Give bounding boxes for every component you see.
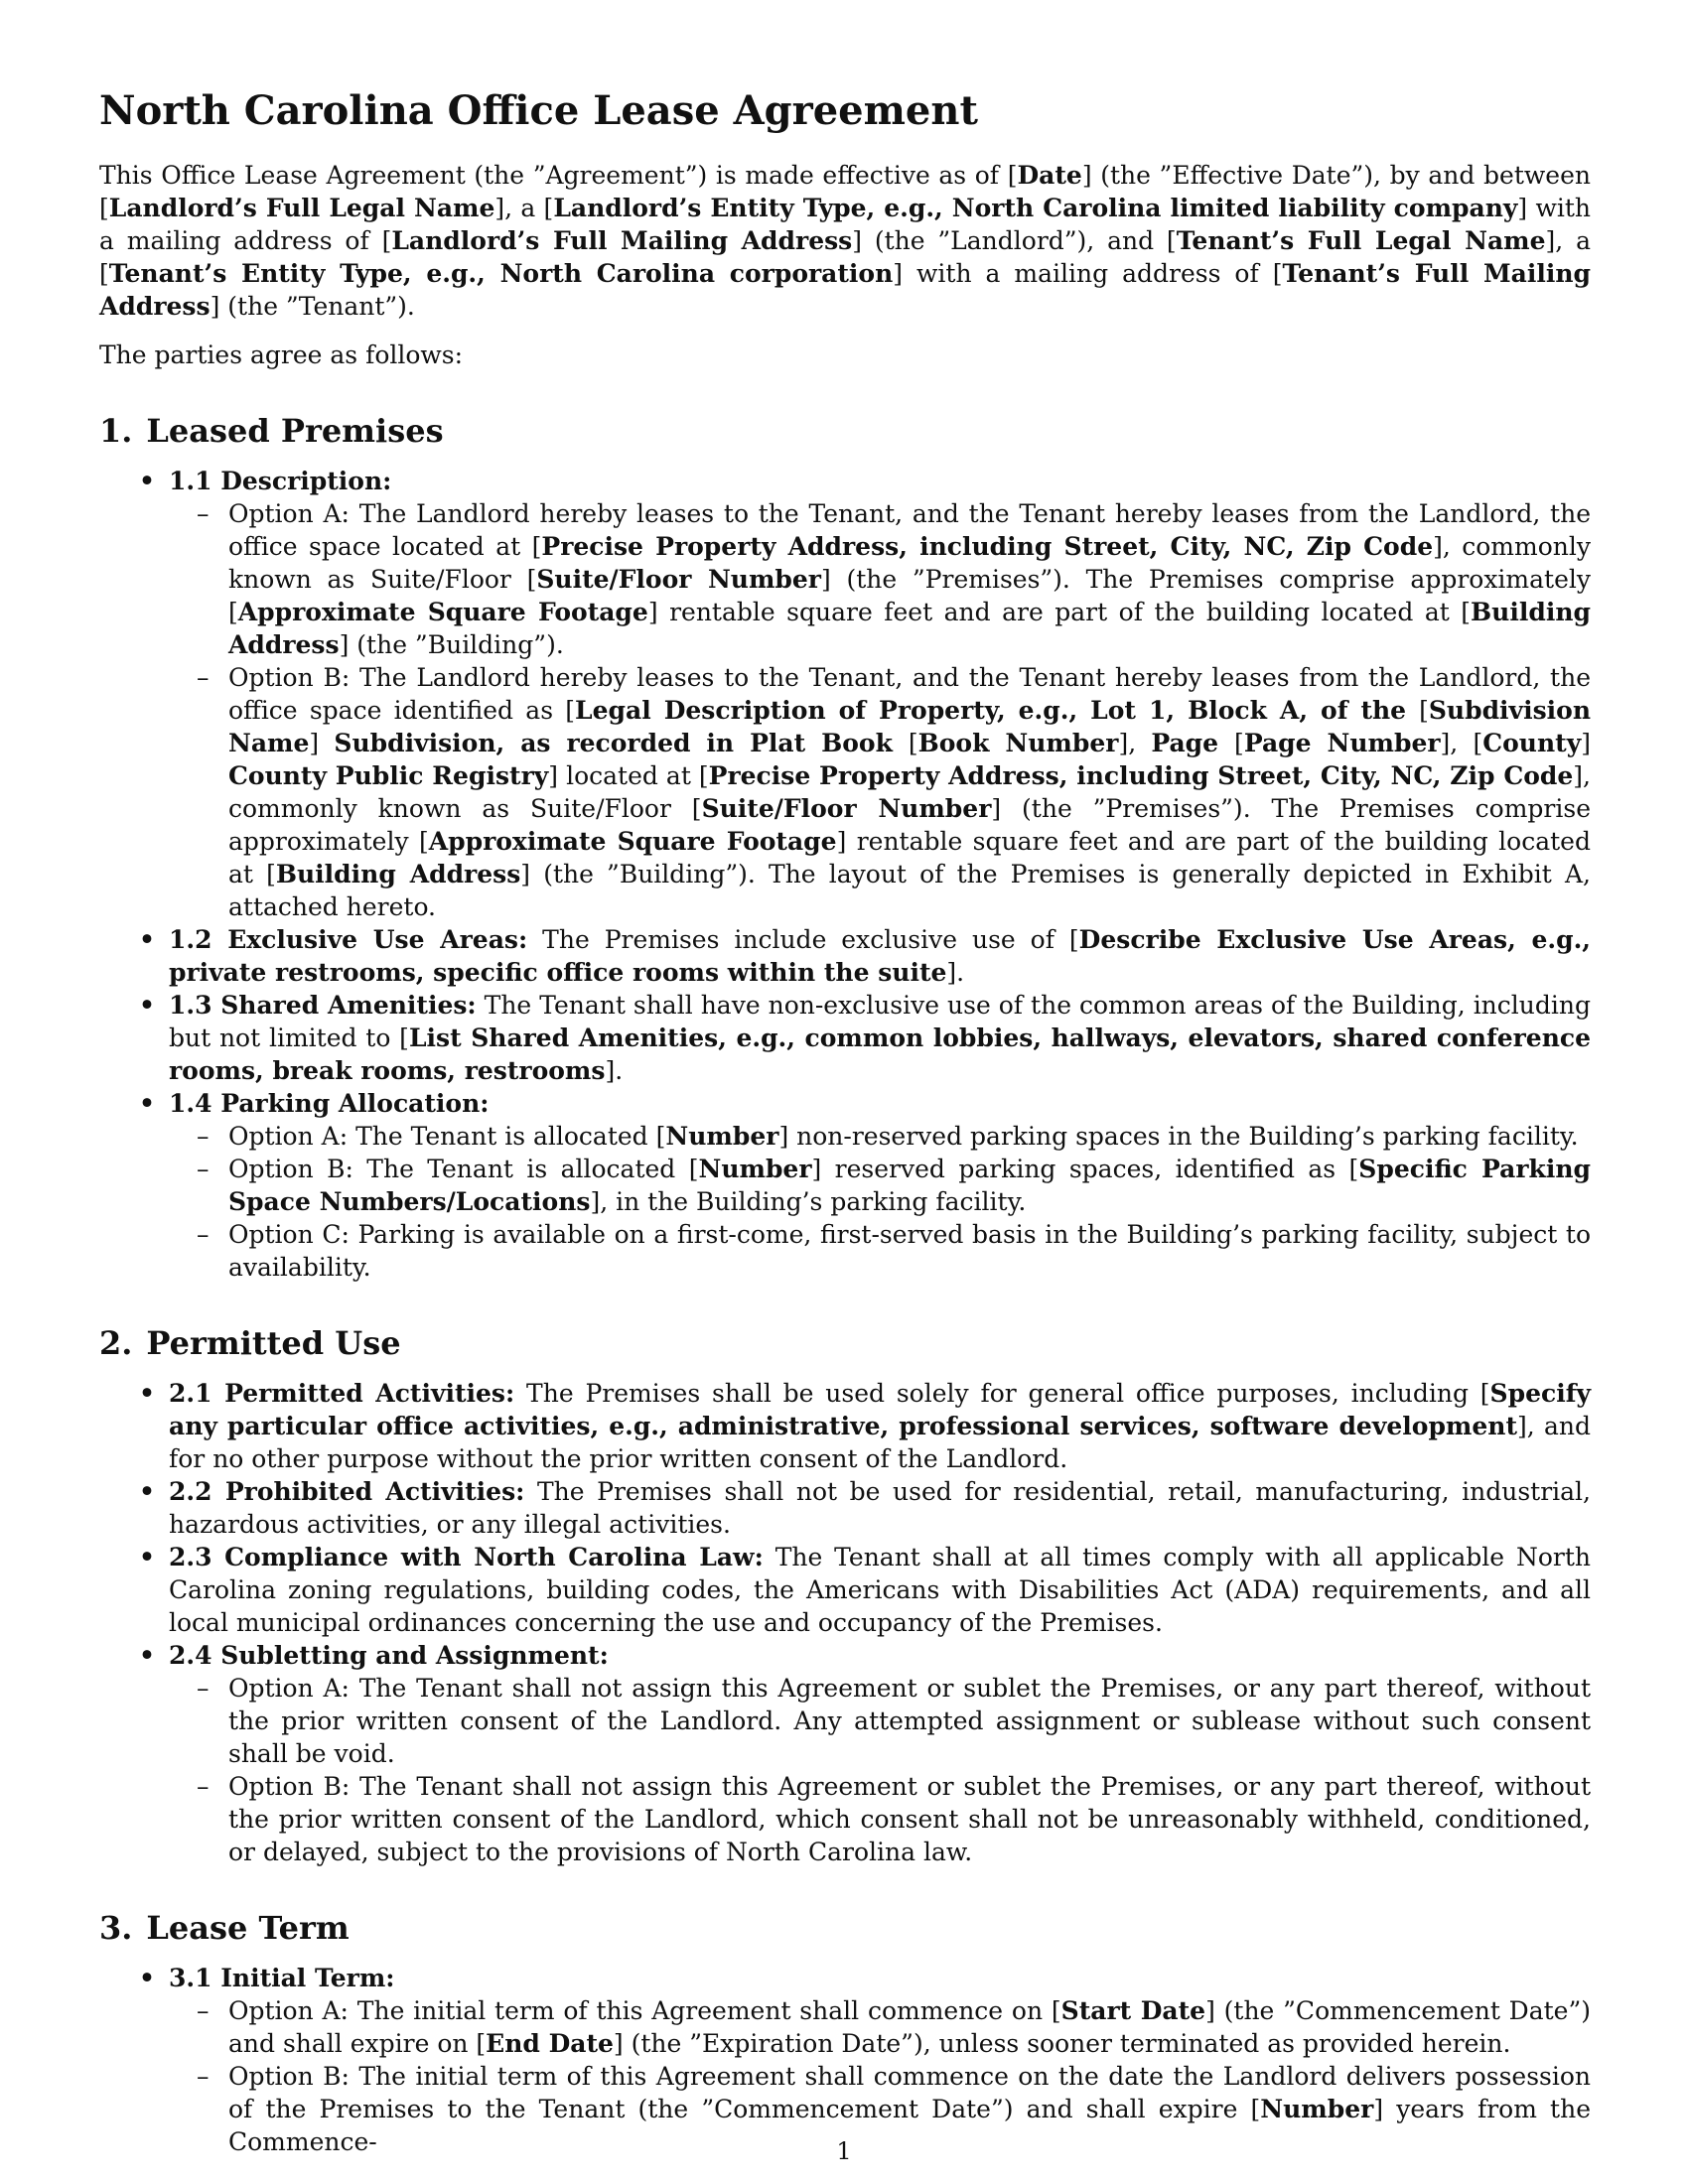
option-a: – Option A: The initial term of this Agreement shall commence on [Start Date] (the ”Commencement Date”) and shall expire on [End Date] (the ”Expiration Date”), unless sooner terminated as provided herein. (169, 1994, 1591, 2060)
clause-1-4 (99, 1087, 1591, 1284)
option-b: – Option B: The initial term of this Agreement shall commence on the date the Landlord delivers possession of the Premises to the Tenant (the ”Commencement Date”) and shall expire [Number] years from the Commence- (169, 2060, 1591, 2158)
intro-paragraph: This Office Lease Agreement (the ”Agreement”) is made effective as of [Date] (the ”Effective Date”), by and between [Landlord’s Full Legal Name], a [Landlord’s Entity Type, e.g., North Carolina limited liability company] with a mailing address of [Landlord’s Full Mailing Address] (the ”Landlord”), and [Tenant’s Full Legal Name], a [Tenant’s Entity Type, e.g., North Carolina corporation] with a mailing address of [Tenant’s Full Mailing Address] (the ”Tenant”). (99, 161, 1591, 321)
section-heading-lease-term: 3. Lease Term (99, 1909, 350, 1947)
option-b: – Option B: The Landlord hereby leases to the Tenant, and the Tenant hereby leases from the Landlord, the office space identified as [Legal Description of Property, e.g., Lot 1, Block A, of the [Subdivision Name] Subdivision, as recorded in Plat Book [Book Number], Page [Page Number], [County] County Public Registry] located at [Precise Property Address, including Street, City, NC, Zip Code], commonly known as Suite/Floor [Suite/Floor Number] (the ”Premises”). The Premises comprise approximately [Approximate Square Footage] rentable square feet and are part of the building located at [Building Address] (the ”Building”). The layout of the Premises is generally depicted in Exhibit A, attached hereto. (169, 661, 1591, 923)
clause-label: 1.3 Shared Amenities: (169, 991, 477, 1020)
option-b: – Option B: The Tenant shall not assign this Agreement or sublet the Premises, or any part thereof, without the prior written consent of the Landlord, which consent shall not be unreasonably withheld, conditioned, or delayed, subject to the provisions of North Carolina law. (169, 1770, 1591, 1868)
section-heading-leased-premises: 1. Leased Premises (99, 412, 444, 450)
clause-2-3: • 2.3 Compliance with North Carolina Law: The Tenant shall at all times comply with all applicable North Carolina zoning regulations, building codes, the Americans with Disabilities Act (ADA) requirements, and all local municipal ordinances concerning the use and occupancy of the Premises. (99, 1541, 1591, 1639)
clause-label: 2.4 Subletting and Assignment: (169, 1641, 609, 1670)
document-page (99, 87, 1591, 2158)
clause-1-2: • 1.2 Exclusive Use Areas: The Premises include exclusive use of [Describe Exclusive Use Areas, e.g., private restrooms, specific office rooms within the suite]. (99, 923, 1591, 989)
section-2-list (99, 1377, 1591, 1868)
section-heading-permitted-use: 2. Permitted Use (99, 1324, 401, 1362)
clause-1-1 (99, 465, 1591, 923)
clause-1-3: • 1.3 Shared Amenities: The Tenant shall have non-exclusive use of the common areas of the Building, including but not limited to [List Shared Amenities, e.g., common lobbies, hallways, elevators, shared conference rooms, break rooms, restrooms]. (99, 989, 1591, 1087)
clause-label: 1.4 Parking Allocation: (169, 1089, 490, 1118)
section-1-list (99, 465, 1591, 1284)
agreement-statement: The parties agree as follows: (99, 341, 464, 369)
clause-1-4-options (169, 1120, 1591, 1284)
clause-3-1 (99, 1962, 1591, 2158)
clause-2-1: • 2.1 Permitted Activities: The Premises shall be used solely for general office purposes, including [Specify any particular office activities, e.g., administrative, professional services, software development], and for no other purpose without the prior written consent of the Landlord. (99, 1377, 1591, 1475)
option-a: – Option A: The Tenant shall not assign this Agreement or sublet the Premises, or any part thereof, without the prior written consent of the Landlord. Any attempted assignment or sublease without such consent shall be void. (169, 1672, 1591, 1770)
clause-label: 2.3 Compliance with North Carolina Law: (169, 1543, 764, 1571)
clause-label: 1.2 Exclusive Use Areas: (169, 925, 528, 954)
section-3-list (99, 1962, 1591, 2158)
clause-label: 3.1 Initial Term: (169, 1964, 395, 1992)
option-c: – Option C: Parking is available on a first-come, first-served basis in the Building’s parking facility, subject to availability. (169, 1218, 1591, 1284)
clause-label: 2.1 Permitted Activities: (169, 1379, 515, 1408)
option-b: – Option B: The Tenant is allocated [Number] reserved parking spaces, identified as [Specific Parking Space Numbers/Locations], in the Building’s parking facility. (169, 1153, 1591, 1218)
option-a: – Option A: The Landlord hereby leases to the Tenant, and the Tenant hereby leases from the Landlord, the office space located at [Precise Property Address, including Street, City, NC, Zip Code], commonly known as Suite/Floor [Suite/Floor Number] (the ”Premises”). The Premises comprise approximately [Approximate Square Footage] rentable square feet and are part of the building located at [Building Address] (the ”Building”). (169, 497, 1591, 661)
clause-1-1-options (169, 497, 1591, 923)
document-title: North Carolina Office Lease Agreement (99, 87, 978, 134)
clause-label: 1.1 Description: (169, 467, 392, 495)
clause-3-1-options (169, 1994, 1591, 2158)
clause-2-2: • 2.2 Prohibited Activities: The Premises shall not be used for residential, retail, manufacturing, industrial, hazardous activities, or any illegal activities. (99, 1475, 1591, 1541)
option-a: – Option A: The Tenant is allocated [Number] non-reserved parking spaces in the Building’s parking facility. (169, 1120, 1591, 1153)
clause-label: 2.2 Prohibited Activities: (169, 1477, 525, 1506)
clause-2-4-options (169, 1672, 1591, 1868)
clause-2-4 (99, 1639, 1591, 1868)
page-number: 1 (836, 2137, 852, 2165)
